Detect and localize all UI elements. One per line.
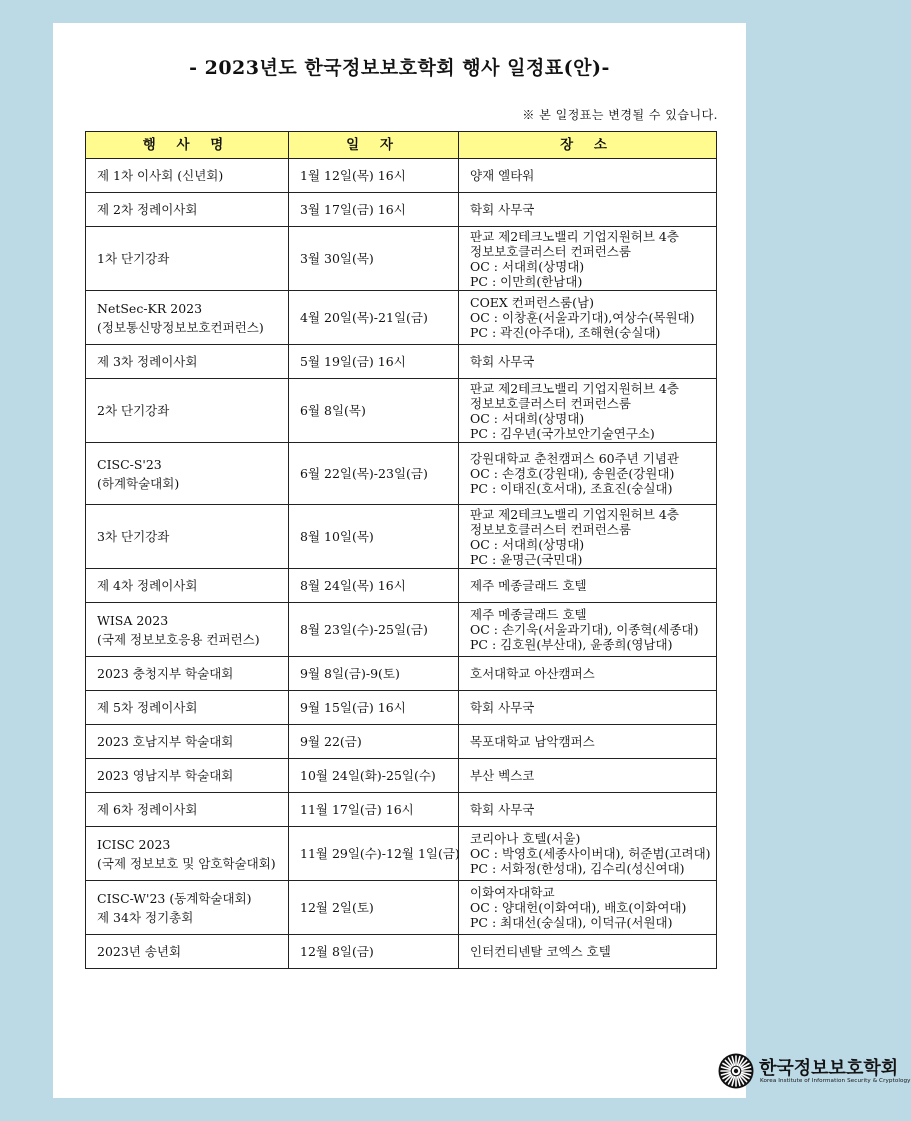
date-cell: 11월 29일(수)-12월 1일(금)	[289, 827, 459, 881]
event-name-cell	[86, 657, 289, 691]
table-row	[86, 759, 717, 793]
date-cell: 8월 24일(목) 16시	[289, 569, 459, 603]
date-cell: 12월 8일(금)	[289, 935, 459, 969]
date-cell: 8월 10일(목)	[289, 505, 459, 569]
table-row	[86, 443, 717, 505]
place-line: PC : 김호원(부산대), 윤종희(영남대)	[470, 637, 673, 652]
table-row	[86, 603, 717, 657]
place-line: 정보보호클러스터 컨퍼런스룸	[470, 243, 631, 259]
table-row	[86, 379, 717, 443]
place-line: OC : 이창훈(서울과기대),여상수(목원대)	[470, 310, 695, 325]
place-cell	[459, 691, 717, 725]
event-name-cell	[86, 193, 289, 227]
event-name-line: 제 4차 정례이사회	[97, 578, 198, 593]
place-line: 정보보호클러스터 컨퍼런스룸	[470, 395, 631, 411]
place-line: 부산 벡스코	[470, 767, 535, 783]
place-line: OC : 손경호(강원대), 송원준(강원대)	[470, 466, 675, 481]
event-name-line: 제 2차 정례이사회	[97, 202, 198, 217]
place-cell	[459, 379, 717, 443]
date-cell: 10월 24일(화)-25일(수)	[289, 759, 459, 793]
logo-name: 한국정보보호학회	[759, 1058, 899, 1079]
place-line: PC : 윤명근(국민대)	[470, 551, 583, 567]
date-cell: 6월 8일(목)	[289, 379, 459, 443]
place-line: 판교 제2테크노밸리 기업지원허브 4층	[470, 380, 679, 396]
table-row	[86, 793, 717, 827]
table-row	[86, 569, 717, 603]
date-cell: 1월 12일(목) 16시	[289, 159, 459, 193]
event-name-cell	[86, 291, 289, 345]
table-header-row	[86, 132, 717, 159]
place-line: 제주 메종글래드 호텔	[470, 607, 587, 622]
event-name-line: 제 3차 정례이사회	[97, 354, 198, 369]
date-cell: 11월 17일(금) 16시	[289, 793, 459, 827]
event-name-cell	[86, 379, 289, 443]
table-row	[86, 505, 717, 569]
date-cell: 4월 20일(목)-21일(금)	[289, 291, 459, 345]
logo-subtitle: Korea Institute of Information Security & Cryptology	[760, 1078, 911, 1084]
event-name-line: 2차 단기강좌	[97, 403, 170, 418]
date-cell: 8월 23일(수)-25일(금)	[289, 603, 459, 657]
place-line: OC : 양대헌(이화여대), 배호(이화여대)	[470, 900, 687, 915]
event-name-line: CISC-S'23	[97, 456, 162, 472]
place-line: 호서대학교 아산캠퍼스	[470, 665, 595, 681]
place-line: 코리아나 호텔(서울)	[470, 831, 581, 846]
place-cell	[459, 725, 717, 759]
place-line: 이화여자대학교	[470, 885, 555, 900]
event-name-line: 2023 호남지부 학술대회	[97, 734, 234, 749]
place-line: 학회 사무국	[470, 201, 535, 217]
place-cell	[459, 193, 717, 227]
table-row	[86, 881, 717, 935]
place-line: OC : 박영호(세종사이버대), 허준범(고려대)	[470, 846, 711, 861]
event-name-line: (정보통신망정보보호컨퍼런스)	[97, 319, 264, 335]
place-line: OC : 서대희(상명대)	[470, 258, 585, 274]
table-row	[86, 227, 717, 291]
place-line: OC : 서대희(상명대)	[470, 536, 585, 552]
schedule-table	[85, 131, 717, 969]
event-name-cell	[86, 935, 289, 969]
table-row	[86, 827, 717, 881]
place-cell	[459, 227, 717, 291]
place-line: 목포대학교 남악캠퍼스	[470, 733, 595, 749]
header-event-name: 행 사 명	[86, 132, 289, 159]
date-cell: 9월 8일(금)-9(토)	[289, 657, 459, 691]
place-cell	[459, 291, 717, 345]
event-name-line: 제 5차 정례이사회	[97, 700, 198, 715]
event-name-cell	[86, 691, 289, 725]
place-line: PC : 김우년(국가보안기술연구소)	[470, 425, 655, 441]
event-name-cell	[86, 159, 289, 193]
event-name-line: 1차 단기강좌	[97, 251, 170, 266]
event-name-cell	[86, 759, 289, 793]
date-cell: 9월 15일(금) 16시	[289, 691, 459, 725]
header-place: 장 소	[459, 132, 717, 159]
event-name-line: 2023년 송년회	[97, 944, 182, 959]
place-line: OC : 서대희(상명대)	[470, 410, 585, 426]
place-line: 제주 메종글래드 호텔	[470, 577, 587, 593]
place-cell	[459, 827, 717, 881]
table-row	[86, 159, 717, 193]
date-cell: 3월 30일(목)	[289, 227, 459, 291]
event-name-cell	[86, 603, 289, 657]
place-line: 강원대학교 춘천캠퍼스 60주년 기념관	[470, 451, 679, 466]
table-row	[86, 725, 717, 759]
place-cell	[459, 569, 717, 603]
event-name-cell	[86, 227, 289, 291]
place-line: 인터컨티넨탈 코엑스 호텔	[470, 943, 611, 959]
date-cell: 5월 19일(금) 16시	[289, 345, 459, 379]
place-cell	[459, 159, 717, 193]
event-name-cell	[86, 505, 289, 569]
event-name-line: (국제 정보보호 및 암호학술대회)	[97, 855, 276, 871]
place-line: PC : 서화정(한성대), 김수리(성신여대)	[470, 861, 685, 876]
place-cell	[459, 657, 717, 691]
table-row	[86, 935, 717, 969]
sunburst-logo-icon	[718, 1053, 754, 1089]
place-line: 학회 사무국	[470, 353, 535, 369]
place-cell	[459, 881, 717, 935]
event-name-line: (국제 정보보호응용 컨퍼런스)	[97, 631, 260, 647]
place-line: PC : 최대선(숭실대), 이덕규(서원대)	[470, 915, 673, 930]
event-name-line: WISA 2023	[97, 612, 169, 628]
change-notice: ※ 본 일정표는 변경될 수 있습니다.	[522, 108, 718, 122]
event-name-line: 제 1차 이사회 (신년회)	[97, 168, 224, 183]
place-cell	[459, 759, 717, 793]
event-name-cell	[86, 793, 289, 827]
date-cell: 3월 17일(금) 16시	[289, 193, 459, 227]
place-cell	[459, 793, 717, 827]
event-name-cell	[86, 725, 289, 759]
place-cell	[459, 935, 717, 969]
place-line: 판교 제2테크노밸리 기업지원허브 4층	[470, 506, 679, 522]
event-name-line: 제 34차 정기총회	[97, 909, 194, 925]
table-body	[86, 159, 717, 969]
place-cell	[459, 603, 717, 657]
place-line: PC : 곽진(아주대), 조해현(숭실대)	[470, 325, 661, 340]
event-name-cell	[86, 881, 289, 935]
event-name-line: CISC-W'23 (동계학술대회)	[97, 890, 252, 906]
place-line: COEX 컨퍼런스룸(남)	[470, 295, 595, 310]
place-cell	[459, 443, 717, 505]
place-line: OC : 손기욱(서울과기대), 이종혁(세종대)	[470, 622, 699, 637]
place-line: PC : 이만희(한남대)	[470, 273, 583, 289]
event-name-cell	[86, 443, 289, 505]
header-date: 일 자	[289, 132, 459, 159]
document-page	[53, 23, 911, 1098]
event-name-line: NetSec-KR 2023	[97, 300, 203, 316]
place-line: 판교 제2테크노밸리 기업지원허브 4층	[470, 228, 679, 244]
place-cell	[459, 345, 717, 379]
event-name-cell	[86, 569, 289, 603]
event-name-line: (하계학술대회)	[97, 475, 180, 491]
place-line: 학회 사무국	[470, 801, 535, 817]
event-name-cell	[86, 345, 289, 379]
event-name-line: ICISC 2023	[97, 836, 171, 852]
date-cell: 12월 2일(토)	[289, 881, 459, 935]
date-cell: 6월 22일(목)-23일(금)	[289, 443, 459, 505]
place-cell	[459, 505, 717, 569]
event-name-line: 3차 단기강좌	[97, 529, 170, 544]
table-row	[86, 193, 717, 227]
event-name-cell	[86, 827, 289, 881]
page-title: - 2023년도 한국정보보호학회 행사 일정표(안)-	[189, 57, 610, 79]
place-line: 양재 엘타워	[470, 167, 535, 183]
event-name-line: 2023 충청지부 학술대회	[97, 666, 234, 681]
table-row	[86, 657, 717, 691]
table-row	[86, 291, 717, 345]
event-name-line: 제 6차 정례이사회	[97, 802, 198, 817]
place-line: PC : 이태진(호서대), 조효진(숭실대)	[470, 481, 673, 496]
table-row	[86, 345, 717, 379]
table-row	[86, 691, 717, 725]
date-cell: 9월 22(금)	[289, 725, 459, 759]
place-line: 학회 사무국	[470, 699, 535, 715]
event-name-line: 2023 영남지부 학술대회	[97, 768, 234, 783]
place-line: 정보보호클러스터 컨퍼런스룸	[470, 521, 631, 537]
